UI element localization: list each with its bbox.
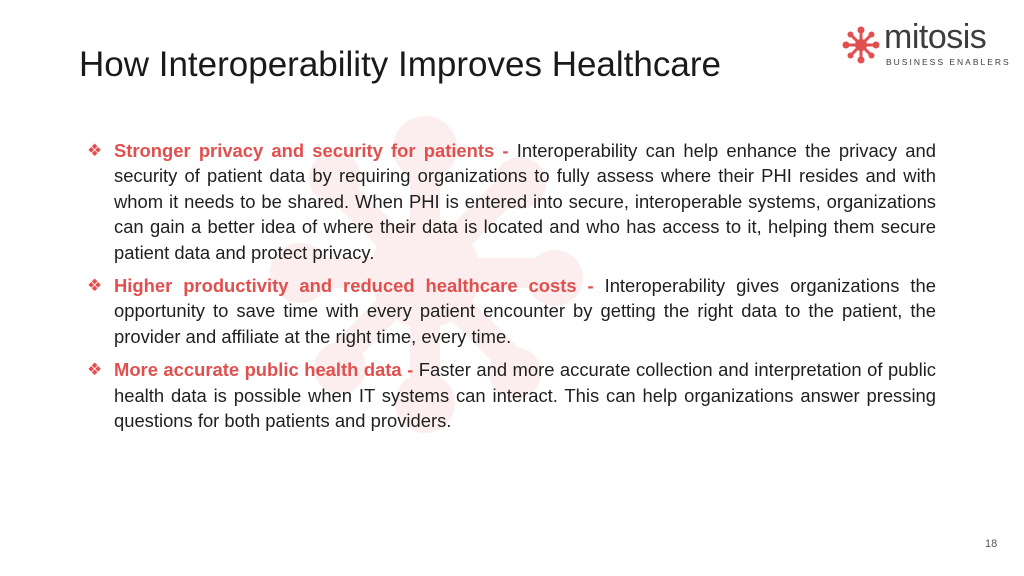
bullet-heading: More accurate public health data - [114, 359, 414, 381]
diamond-bullet-icon: ❖ [87, 141, 103, 160]
page-number: 18 [985, 538, 998, 550]
bullet-body: Interoperability gives organizations the opportunity to save time with every patient encounter by getting the right data to the patient, the provider and affiliate at the right time, every time. [114, 275, 936, 347]
diamond-bullet-icon: ❖ [87, 360, 103, 380]
logo-tagline: BUSINESS ENABLERS [886, 57, 1011, 67]
bullet-list [87, 138, 936, 441]
diamond-bullet-icon: ❖ [87, 276, 103, 296]
bullet-heading: Stronger privacy and security for patients - [114, 140, 509, 161]
logo-wordmark: mitosis [884, 18, 987, 56]
bullet-body: Faster and more accurate collection and interpretation of public health data is possible when IT systems can interact. This can help organizations answer pressing questions for both patients and providers. [114, 359, 936, 432]
mitosis-logo-mark-icon [840, 24, 882, 66]
bullet-body: Interoperability can help enhance the privacy and security of patient data by requiring organizations to fully assess where their PHI resides and with whom it needs to be shared. When PHI is entered into secure, interoperable systems, organizations can gain a better idea of where their data is located and who has access to it, helping them secure patient data and protect privacy. [114, 140, 936, 263]
bullet-item [87, 273, 936, 349]
slide-title: How Interoperability Improves Healthcare [79, 45, 721, 84]
mitosis-logo [840, 18, 1011, 70]
bullet-item [87, 138, 936, 265]
bullet-item [87, 357, 936, 433]
bullet-heading: Higher productivity and reduced healthcare costs - [114, 275, 594, 297]
